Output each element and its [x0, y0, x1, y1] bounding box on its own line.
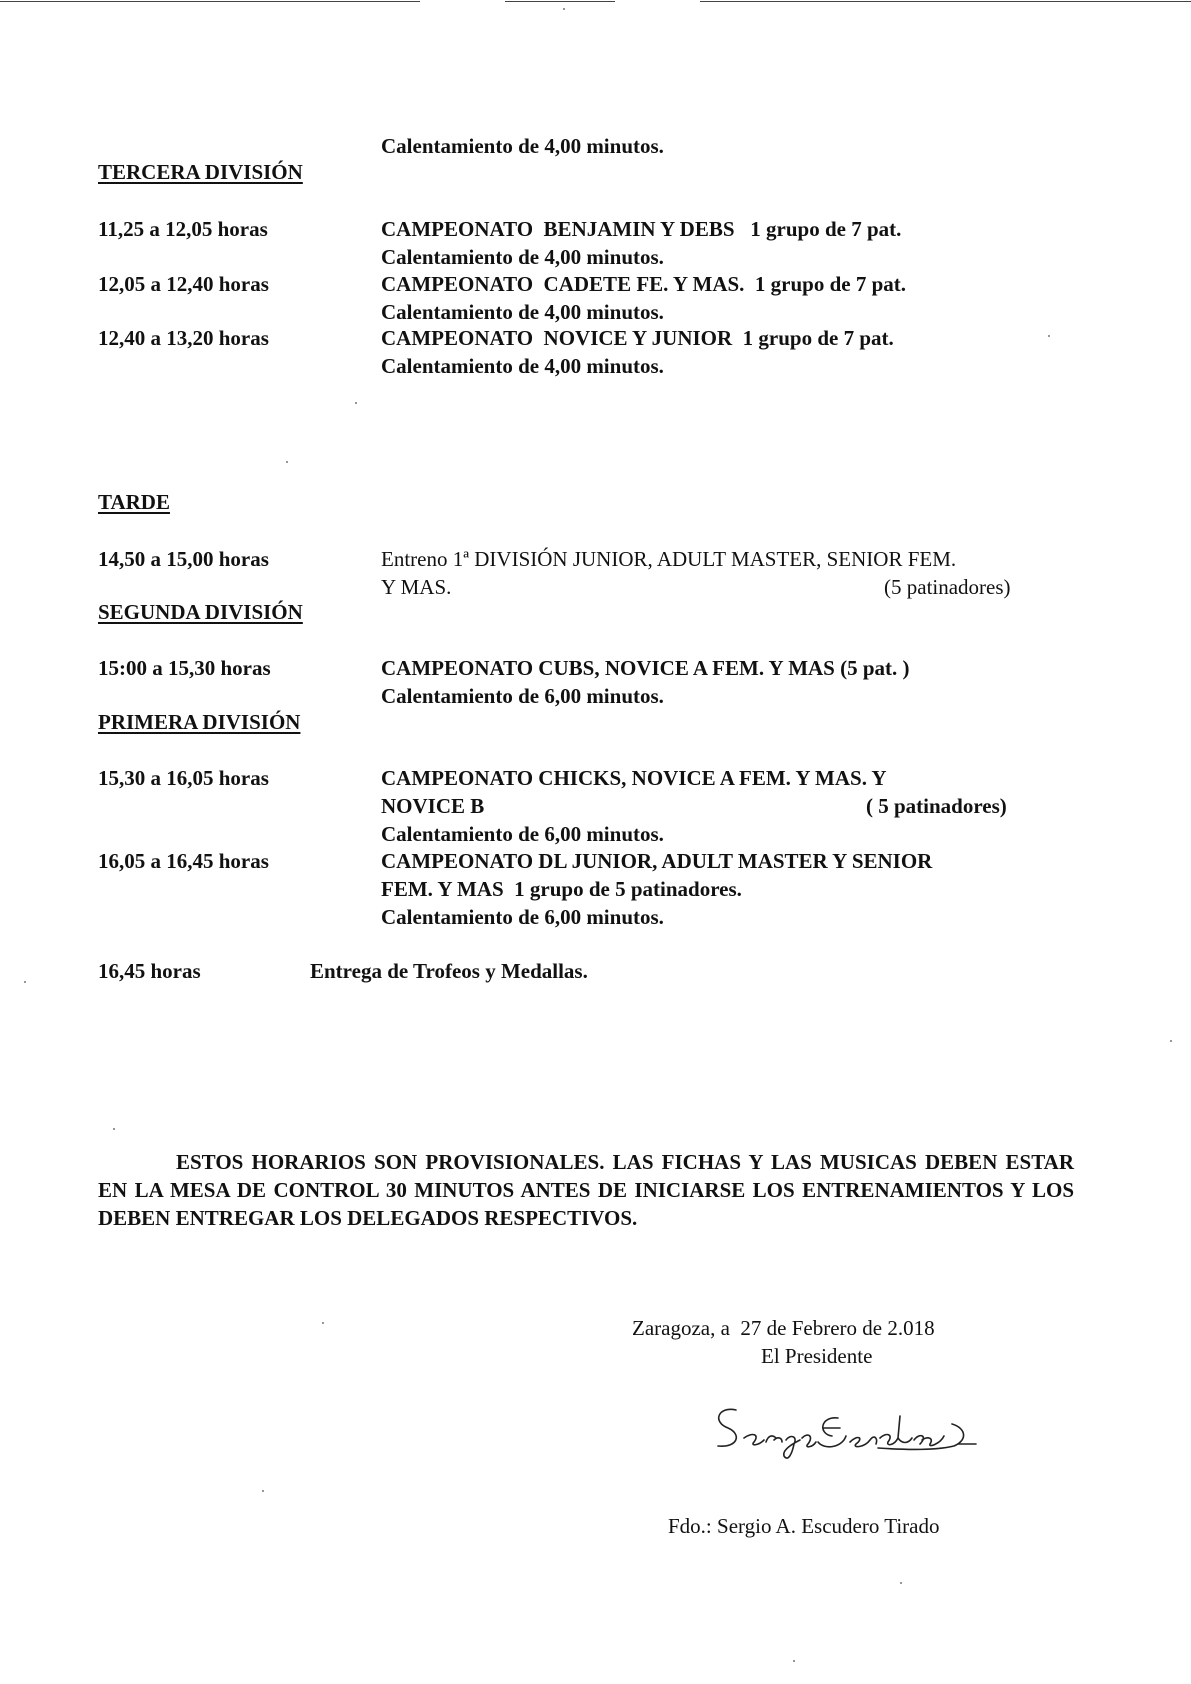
schedule-event: CAMPEONATO CADETE FE. Y MAS. 1 grupo de 7 pat. [381, 272, 907, 296]
scan-speck [355, 402, 357, 404]
scan-edge-line [700, 1, 1191, 2]
scan-speck [322, 1322, 324, 1324]
schedule-event: CAMPEONATO DL JUNIOR, ADULT MASTER Y SENIOR [381, 849, 933, 873]
schedule-time: 12,40 a 13,20 horas [98, 326, 269, 350]
schedule-time: 12,05 a 12,40 horas [98, 272, 269, 296]
signer-role: El Presidente [761, 1344, 873, 1368]
schedule-warmup: Calentamiento de 6,00 minutos. [381, 822, 664, 846]
schedule-warmup: Calentamiento de 4,00 minutos. [381, 354, 664, 378]
scan-speck [563, 8, 565, 10]
awards-time: 16,45 horas [98, 959, 201, 983]
scan-edge-line [0, 1, 420, 2]
schedule-warmup: Calentamiento de 4,00 minutos. [381, 245, 664, 269]
practice-skater-count: (5 patinadores) [884, 575, 1011, 599]
schedule-warmup: Calentamiento de 4,00 minutos. [381, 300, 664, 324]
schedule-time: 11,25 a 12,05 horas [98, 217, 268, 241]
practice-description: Entreno 1ª DIVISIÓN JUNIOR, ADULT MASTER, SENIOR FEM. [381, 547, 957, 571]
scan-speck [24, 981, 26, 983]
schedule-event: CAMPEONATO CHICKS, NOVICE A FEM. Y MAS. Y [381, 766, 887, 790]
schedule-event: CAMPEONATO BENJAMIN Y DEBS 1 grupo de 7 pat. [381, 217, 902, 241]
tarde-heading: TARDE [98, 490, 170, 514]
handwritten-signature [708, 1398, 988, 1478]
schedule-event: CAMPEONATO CUBS, NOVICE A FEM. Y MAS (5 pat. ) [381, 656, 910, 680]
schedule-warmup: Calentamiento de 6,00 minutos. [381, 684, 664, 708]
scan-speck [113, 1128, 115, 1130]
segunda-division-heading: SEGUNDA DIVISIÓN [98, 600, 303, 624]
practice-description-cont: Y MAS. [381, 575, 452, 599]
awards-text: Entrega de Trofeos y Medallas. [310, 959, 588, 983]
scan-speck [1048, 335, 1050, 337]
schedule-event: CAMPEONATO NOVICE Y JUNIOR 1 grupo de 7 pat. [381, 326, 894, 350]
place-date: Zaragoza, a 27 de Febrero de 2.018 [632, 1316, 935, 1340]
schedule-event-cont: NOVICE B [381, 794, 485, 818]
scan-speck [286, 461, 288, 463]
signed-by: Fdo.: Sergio A. Escudero Tirado [668, 1514, 940, 1538]
scan-edge-line [505, 1, 615, 2]
primera-division-heading: PRIMERA DIVISIÓN [98, 710, 301, 734]
scan-speck [793, 1660, 795, 1662]
schedule-time: 16,05 a 16,45 horas [98, 849, 269, 873]
scan-speck [900, 1582, 902, 1584]
provisional-notice: ESTOS HORARIOS SON PROVISIONALES. LAS FICHAS Y LAS MUSICAS DEBEN ESTAR EN LA MESA DE CONTROL 30 MINUTOS ANTES DE INICIARSE LOS ENTRENAMIENTOS Y LOS DEBEN ENTREGAR LOS DELEGADOS RESPECTIVOS. [98, 1150, 1074, 1230]
intro-warmup-text: Calentamiento de 4,00 minutos. [381, 134, 664, 158]
schedule-skater-count: ( 5 patinadores) [866, 794, 1007, 818]
scan-speck [262, 1490, 264, 1492]
schedule-warmup: Calentamiento de 6,00 minutos. [381, 905, 664, 929]
schedule-time: 15:00 a 15,30 horas [98, 656, 271, 680]
practice-time: 14,50 a 15,00 horas [98, 547, 269, 571]
scan-speck [1170, 1040, 1172, 1042]
tercera-division-heading: TERCERA DIVISIÓN [98, 160, 303, 184]
schedule-event-cont: FEM. Y MAS 1 grupo de 5 patinadores. [381, 877, 742, 901]
schedule-time: 15,30 a 16,05 horas [98, 766, 269, 790]
